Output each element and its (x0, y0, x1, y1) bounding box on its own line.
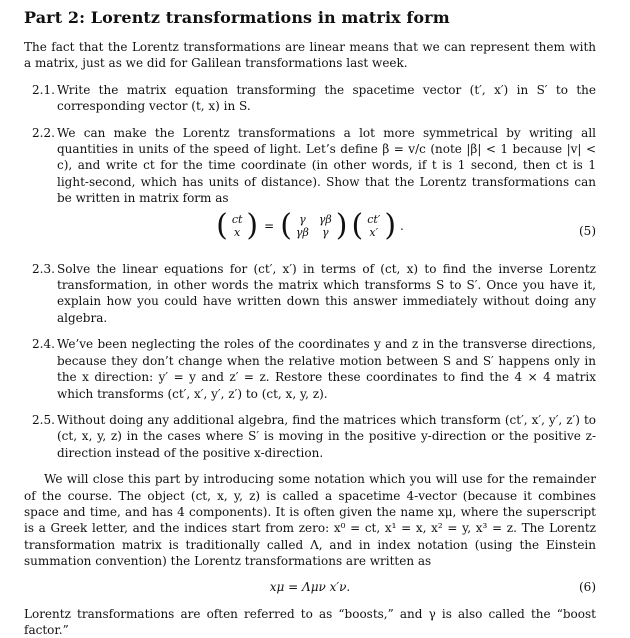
problem-text: Write the matrix equation transforming the spacetime vector (t′, x′) in S′ to the corresponding vector (t, x) in S. (57, 82, 596, 114)
rhs-vector (367, 213, 380, 239)
left-paren: ( (216, 207, 228, 243)
problem-number: 2.3. (32, 261, 55, 276)
problem-2-4 (24, 336, 596, 402)
matrix-cell: γ (299, 212, 306, 226)
equation-number: (5) (579, 223, 596, 238)
equation-5 (24, 207, 596, 253)
right-paren: ) (246, 207, 259, 243)
problem-2-3 (24, 261, 596, 327)
problem-2-5 (24, 412, 596, 461)
problem-text: We can make the Lorentz transformations a lot more symmetrical by writing all quantities in units of the speed of light. Let’s define β = v/c (note |β| < 1 because |v| < c), and write ct for the time coordinate (in other words, if t is 1 second, then ct is 1 light-second, which has units of distance). Show that the Lorentz transformations can be written in matrix form as (57, 125, 596, 206)
problem-number: 2.5. (32, 412, 55, 427)
problem-2-1 (24, 82, 596, 115)
left-paren: ( (280, 207, 292, 243)
matrix-equation (216, 207, 404, 243)
equation-number: (6) (579, 579, 596, 594)
equals-sign: = (264, 218, 275, 233)
lorentz-matrix (296, 213, 332, 239)
rhs-bottom: x′ (369, 225, 379, 239)
section-heading: Part 2: Lorentz transformations in matrix form (24, 8, 450, 27)
lhs-top: ct (231, 212, 243, 226)
problem-2-2 (24, 125, 596, 207)
lhs-vector (232, 213, 243, 239)
index-equation: xμ = Λμν x′ν. (269, 579, 351, 594)
problem-number: 2.2. (32, 125, 55, 140)
matrix-cell: γ (322, 225, 329, 239)
problem-number: 2.4. (32, 337, 55, 352)
left-paren: ( (351, 207, 364, 243)
problem-text: Without doing any additional algebra, find the matrices which transform (ct′, x′, y′, z′) to (ct, x, y, z) in the cases where S′ is moving in the positive y-direction or the positive z-direction instead of the positive x-direction. (57, 412, 596, 460)
matrix-cell: γβ (318, 212, 332, 226)
problem-number: 2.1. (32, 82, 55, 97)
intro-paragraph: The fact that the Lorentz transformations are linear means that we can represent them with a matrix, just as we did for Galilean transformations last week. (24, 40, 596, 71)
equation-6 (24, 576, 596, 602)
rhs-top: ct′ (367, 212, 381, 226)
problem-text: Solve the linear equations for (ct′, x′) in terms of (ct, x) to find the inverse Lorentz transformation, in other words the matrix which transforms S to S′. Once you have it, explain how you could have written down this answer immediately without doing any algebra. (57, 261, 596, 325)
lhs-bottom: x (234, 225, 241, 239)
right-paren: ) (384, 207, 397, 243)
right-paren: ) (335, 207, 348, 243)
problem-text: We’ve been neglecting the roles of the coordinates y and z in the transverse directions, because they don’t change when the relative motion between S and S′ happens only in the x direction: y′ = y and z′ = z. Restore these coordinates to find the 4 × 4 matrix which transforms (ct′, x′, y′, z′) to (ct, x, y, z). (57, 337, 596, 401)
matrix-cell: γβ (295, 225, 309, 239)
final-paragraph: Lorentz transformations are often referred to as “boosts,” and γ is also called the “boost factor.” (24, 606, 596, 637)
document-page (24, 8, 596, 638)
closing-paragraph: We will close this part by introducing some notation which you will use for the remainder of the course. The object (ct, x, y, z) is called a spacetime 4-vector (because it combines space and time, and has 4 components). It is often given the name xμ, where the superscript is a Greek letter, and the indices start from zero: x⁰ = ct, x¹ = x, x² = y, x³ = z. The Lorentz transformation matrix is traditionally called Λ, and in index notation (using the Einstein summation convention) the Lorentz transformations are written as (24, 472, 596, 569)
equation-period: . (400, 218, 404, 233)
